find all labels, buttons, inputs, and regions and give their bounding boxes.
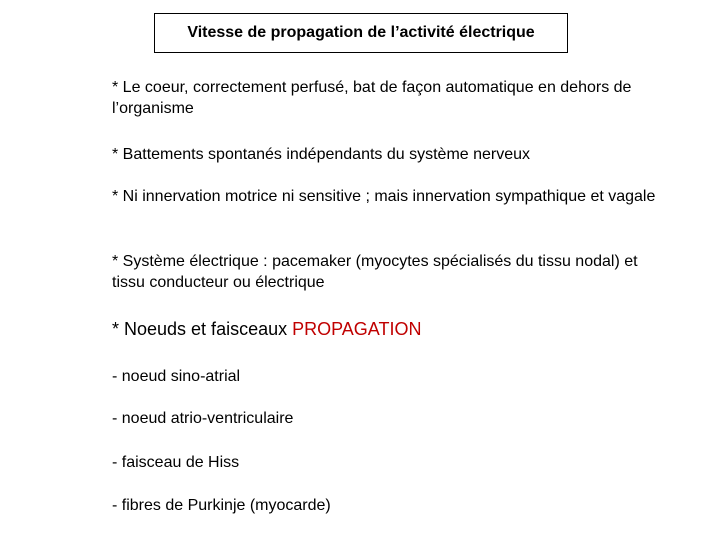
list-item-bundle-of-his: - faisceau de Hiss xyxy=(112,454,240,471)
bullet-automaticity: * Le coeur, correctement perfusé, bat de façon automatique en dehors de l’organisme xyxy=(112,79,632,117)
bullet-electrical-system: * Système électrique : pacemaker (myocytes spécialisés du tissu nodal) et tissu conducteur ou électrique xyxy=(112,253,638,291)
propagation-emphasis: PROPAGATION xyxy=(292,319,422,339)
bullet-innervation: * Ni innervation motrice ni sensitive ; mais innervation sympathique et vagale xyxy=(112,188,656,205)
bullet-nodes-and-bundles xyxy=(112,318,672,340)
slide-title xyxy=(154,13,568,53)
bullet-spontaneous-beats: * Battements spontanés indépendants du système nerveux xyxy=(112,146,531,163)
list-item-purkinje-fibers: - fibres de Purkinje (myocarde) xyxy=(112,497,331,514)
slide-title-text: Vitesse de propagation de l’activité électrique xyxy=(187,24,535,41)
list-item-atrio-ventricular: - noeud atrio-ventriculaire xyxy=(112,410,294,427)
bullet-nodes-prefix: * Noeuds et faisceaux xyxy=(112,319,293,339)
list-item-sino-atrial: - noeud sino-atrial xyxy=(112,368,241,385)
